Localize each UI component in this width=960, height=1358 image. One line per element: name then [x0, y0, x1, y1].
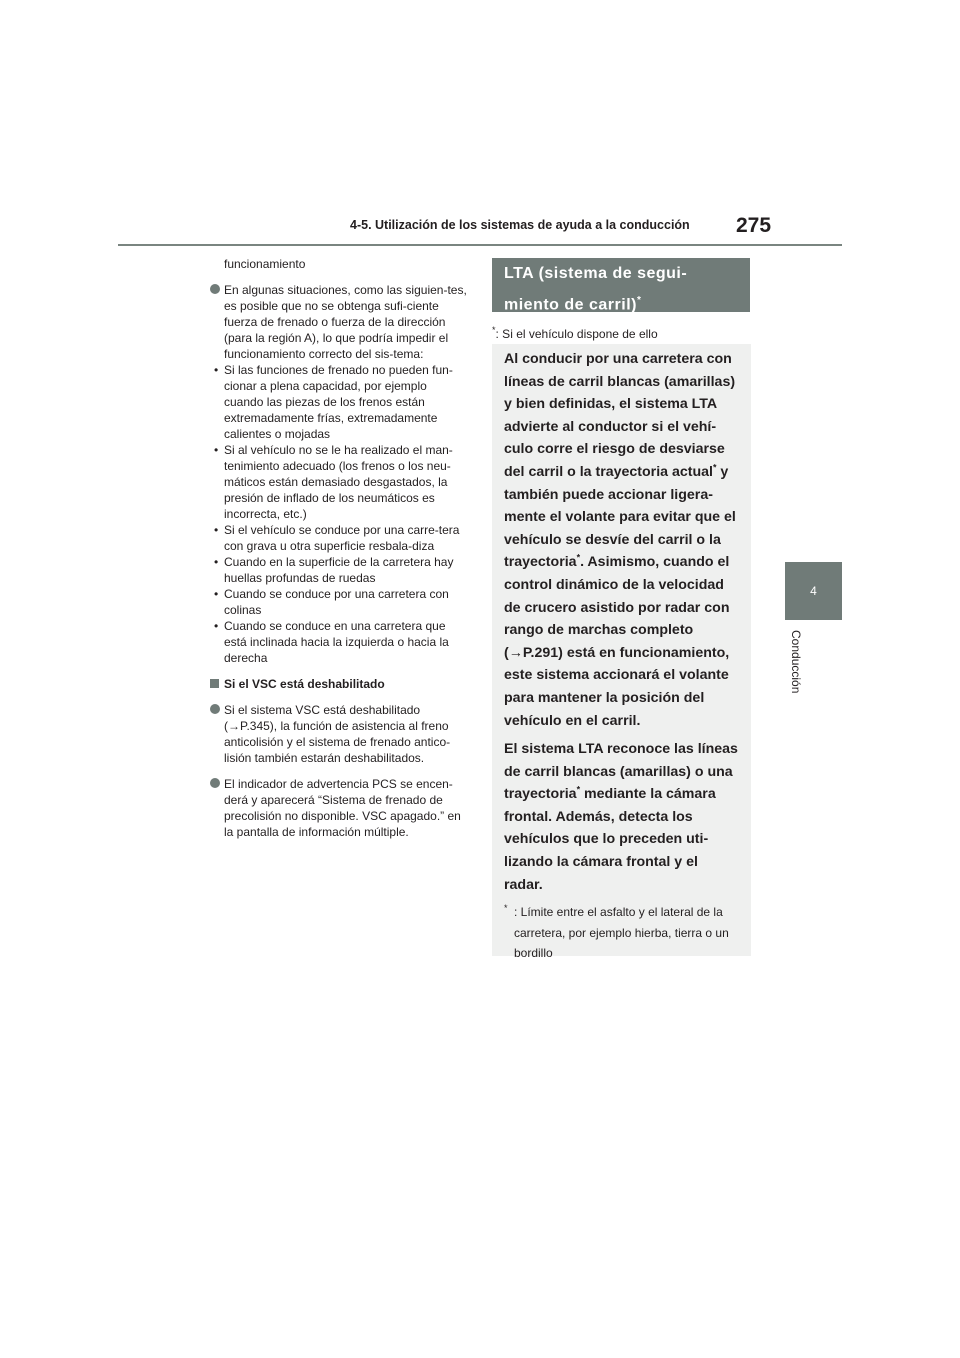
- bullet-item: [210, 776, 468, 840]
- note-asterisk: *: [492, 325, 496, 335]
- lta-description-box: [492, 344, 751, 961]
- left-column: [210, 256, 468, 840]
- chapter-label: Conducción: [789, 630, 803, 694]
- lta-title-line-2: miento de carril)*: [504, 295, 642, 314]
- chapter-number: 4: [810, 584, 817, 598]
- list-marker: •: [214, 443, 219, 457]
- list-marker: •: [214, 523, 219, 537]
- condition-list: [210, 362, 468, 666]
- note-text: : Si el vehículo dispone de ello: [495, 327, 658, 341]
- bullet-text: En algunas situaciones, como las siguien-tes, es posible que no se obtenga sufi-ciente fuerza de frenado o fuerza de la dirección (para la región A), lo que podría impedir el funcionamiento correcto del sis-tema:: [224, 283, 467, 361]
- subsection-heading: [210, 676, 468, 692]
- list-item-text: Cuando se conduce en una carretera que está inclinada hacia la izquierda o hacia la derecha: [224, 619, 449, 665]
- header-divider: [118, 244, 842, 246]
- list-marker: •: [214, 587, 219, 601]
- list-item: [210, 586, 468, 618]
- footnote: [504, 902, 739, 964]
- bullet-dot-icon: [210, 284, 220, 294]
- footnote-asterisk: *: [504, 903, 508, 914]
- heading-text: Si el VSC está deshabilitado: [224, 677, 385, 691]
- list-item-text: Si el vehículo se conduce por una carre-tera con grava u otra superficie resbala-diza: [224, 523, 460, 553]
- page-number: 275: [736, 214, 772, 237]
- list-item-text: Cuando en la superficie de la carretera hay huellas profundas de ruedas: [224, 555, 454, 585]
- list-item-text: Si las funciones de frenado no pueden fun-cionar a plena capacidad, por ejemplo cuando las piezas de los frenos están extremadamente frías, extremadamente calientes o mojadas: [224, 363, 453, 441]
- bullet-item: [210, 702, 468, 766]
- list-item-text: Si al vehículo no se le ha realizado el man-tenimiento adecuado (los frenos o los neu-máticos están demasiado desgastados, la presión de inflado de los neumáticos es incorrecta, etc.): [224, 443, 453, 521]
- list-item: [210, 442, 468, 522]
- list-item: [210, 522, 468, 554]
- bullet-dot-icon: [210, 778, 220, 788]
- list-marker: •: [214, 555, 219, 569]
- list-item: [210, 554, 468, 586]
- lta-paragraph-1: Al conducir por una carretera con líneas de carril blancas (amarillas) y bien definidas, el sistema LTA advierte al conductor si el vehí-culo corre el riesgo de desviarse del carril o la trayectoria actual* y también puede accionar ligera-mente el volante para evitar que el vehículo se desvíe del carril o la trayectoria*. Asimismo, cuando el control dinámico de la velocidad de crucero asistido por radar con rango de marchas completo (→P.291) está en funcionamiento, este sistema accionará el volante para mantener la posición del vehículo en el carril.: [504, 351, 736, 729]
- continuation-text: funcionamiento: [224, 257, 306, 271]
- list-marker: •: [214, 619, 219, 633]
- square-bullet-icon: [210, 679, 219, 688]
- bullet-text: El indicador de advertencia PCS se encen-derá y aparecerá “Sistema de frenado de precolisión no disponible. VSC apagado.” en la pantalla de información múltiple.: [224, 777, 461, 839]
- lta-title-line-1: LTA (sistema de segui-: [504, 265, 688, 282]
- bullet-text: Si el sistema VSC está deshabilitado (→P.345), la función de asistencia al freno anticolisión y el sistema de frenado antico-lisión también estarán deshabilitados.: [224, 703, 451, 765]
- section-title: 4-5. Utilización de los sistemas de ayuda a la conducción: [350, 218, 690, 232]
- bullet-item: [210, 282, 468, 362]
- footnote-text: : Límite entre el asfalto y el lateral de la carretera, por ejemplo hierba, tierra o un bordillo: [514, 905, 729, 961]
- lta-section-title: [492, 258, 750, 312]
- availability-note: [492, 325, 658, 341]
- list-item: [210, 618, 468, 666]
- list-item-text: Cuando se conduce por una carretera con colinas: [224, 587, 449, 617]
- list-item: [210, 362, 468, 442]
- chapter-tab: [785, 562, 842, 620]
- list-marker: •: [214, 363, 219, 377]
- lta-paragraph-2: El sistema LTA reconoce las líneas de carril blancas (amarillas) o una trayectoria* mediante la cámara frontal. Además, detecta los vehículos que lo preceden uti-lizando la cámara frontal y el radar.: [504, 741, 738, 893]
- bullet-dot-icon: [210, 704, 220, 714]
